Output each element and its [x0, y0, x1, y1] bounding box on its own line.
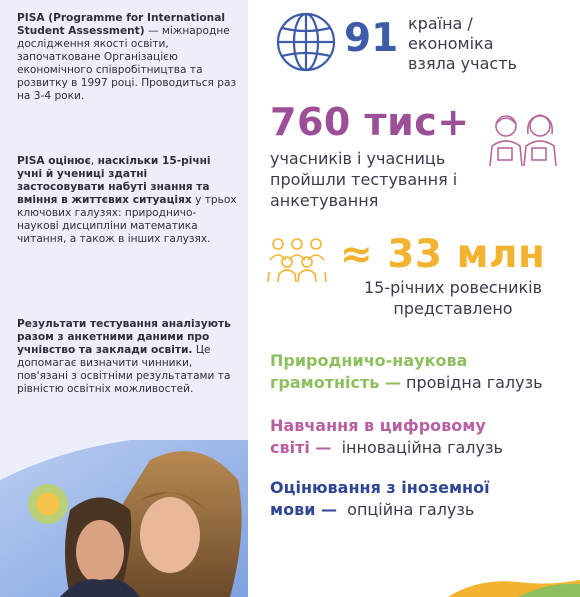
pisa-title: PISA (Programme for International Student Assessment) [17, 12, 225, 37]
stats-panel [248, 0, 580, 597]
countries-label [408, 14, 517, 74]
pisa-results-text: Це допомагає визначити чинники, пов'язані з освітніми результатами та рівністю освітніх можливостей. [17, 344, 231, 395]
students-label [270, 148, 520, 211]
crowd-icon [264, 236, 330, 284]
corner-decoration [448, 578, 580, 597]
pisa-assesses [17, 155, 237, 246]
area-digital [270, 415, 580, 459]
area-digital-title-2: світі — [270, 438, 332, 457]
area-language [270, 477, 580, 521]
area-digital-title: Навчання в цифровому [270, 416, 486, 435]
countries-label-2: економіка [408, 34, 494, 53]
area-language-role: опційна галузь [336, 500, 475, 519]
students-photo [0, 440, 248, 597]
peers-label [338, 277, 568, 319]
pisa-assesses-lead: PISA оцінює [17, 155, 91, 167]
peers-count: ≈ 33 млн [340, 232, 546, 277]
area-language-title-2: мови — [270, 500, 337, 519]
pisa-assesses-text-2: читання, а також в інших галузях. [17, 233, 211, 245]
area-language-title: Оцінювання з іноземної [270, 478, 490, 497]
area-science [270, 350, 580, 394]
area-digital-role: інноваційна галузь [331, 438, 503, 457]
countries-count: 91 [344, 16, 399, 61]
pisa-results [17, 318, 237, 396]
students-label-2: пройшли тестування і [270, 170, 458, 189]
pisa-assesses-text: у трьох ключових галузях: природничо-наукові дисципліни математика [17, 194, 237, 232]
area-science-title-2: грамотність — [270, 373, 401, 392]
area-science-role: провідна галузь [400, 373, 543, 392]
comma: , [90, 155, 98, 167]
info-panel [0, 0, 248, 597]
pisa-results-bold: Результати тестування аналізують разом з анкетними даними про учнівство та заклади освіти. [17, 318, 231, 356]
students-label-3: анкетування [270, 191, 379, 210]
globe-icon [274, 10, 338, 74]
peers-label-1: 15-річних ровесників [363, 278, 542, 297]
students-count: 760 тис+ [270, 100, 470, 144]
countries-label-1: країна / [408, 14, 473, 33]
peers-label-2: представлено [393, 299, 513, 318]
area-science-title: Природничо-наукова [270, 351, 468, 370]
pisa-definition [17, 12, 237, 103]
pisa-assesses-bold: наскільки 15-річні учні й учениці здатні застосовувати набуті знання та вміння в життєвих ситуаціях [17, 155, 211, 206]
students-label-1: учасників і учасниць [270, 149, 446, 168]
pisa-definition-text: — міжнародне дослідження якості освіти, започатковане Організацією економічного співробітництва та розвитку в 1997 році. Проводиться раз на 3-4 роки. [17, 25, 237, 102]
countries-label-3: взяла участь [408, 54, 517, 73]
